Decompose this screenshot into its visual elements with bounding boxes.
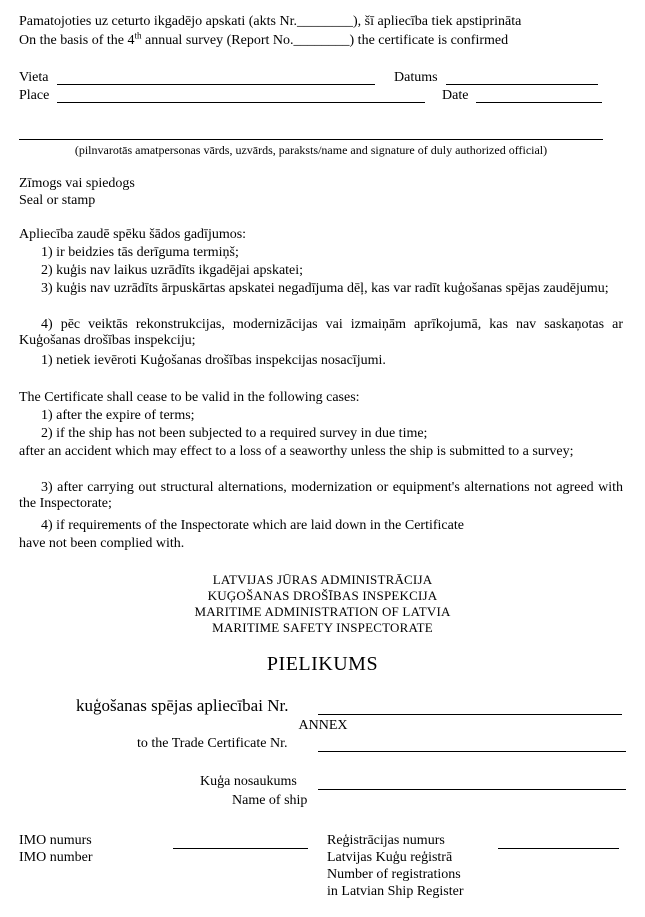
annex-cert-no-en: to the Trade Certificate Nr. bbox=[137, 736, 288, 751]
date-field-line-en[interactable] bbox=[476, 102, 602, 103]
invalid-item-lv: 1) netiek ievēroti Kuģošanas drošības inspekcijas nosacījumi. bbox=[41, 353, 386, 368]
date-label-en: Date bbox=[442, 88, 469, 103]
cert-no-field-line-en[interactable] bbox=[318, 751, 626, 752]
cert-no-field-line[interactable] bbox=[318, 714, 622, 715]
place-field-line-en[interactable] bbox=[57, 102, 425, 103]
invalid-item-en: have not been complied with. bbox=[19, 536, 185, 551]
authority-line: MARITIME SAFETY INSPECTORATE bbox=[212, 620, 433, 635]
ship-name-label-lv: Kuģa nosaukums bbox=[200, 774, 297, 789]
authority-line: LATVIJAS JŪRAS ADMINISTRĀCIJA bbox=[212, 572, 433, 587]
invalid-heading-lv: Apliecība zaudē spēku šādos gadījumos: bbox=[19, 227, 247, 242]
annex-title-lv: PIELIKUMS bbox=[266, 653, 379, 675]
invalid-item-en: 1) after the expire of terms; bbox=[41, 408, 195, 423]
place-field-line[interactable] bbox=[57, 84, 375, 85]
invalid-item-lv: 4) pēc veiktās rekonstrukcijas, modernizācijas vai izmaiņām aprīkojumā, kas nav saskaņotas ar Kuģošanas drošības inspekciju; bbox=[19, 317, 623, 348]
imo-label-lv: IMO numurs bbox=[19, 833, 92, 848]
seal-label-lv: Zīmogs vai spiedogs bbox=[19, 176, 135, 191]
date-field-line[interactable] bbox=[446, 84, 598, 85]
reg-label-en: Number of registrations bbox=[327, 867, 461, 882]
place-label-lv: Vieta bbox=[19, 70, 49, 85]
date-label-lv: Datums bbox=[394, 70, 438, 85]
authority-line: KUĢOŠANAS DROŠĪBAS INSPEKCIJA bbox=[207, 588, 438, 603]
reg-label-en-2: in Latvian Ship Register bbox=[327, 884, 464, 899]
annex-title-en: ANNEX bbox=[298, 718, 348, 733]
renewal-text-lv: Pamatojoties uz ceturto ikgadējo apskati (akts Nr.________), šī apliecība tiek apstiprināta bbox=[19, 14, 522, 29]
invalid-item-en: 4) if requirements of the Inspectorate which are laid down in the Certificate bbox=[41, 518, 464, 533]
imo-label-en: IMO number bbox=[19, 850, 93, 865]
renewal-text-en: On the basis of the 4th annual survey (Report No.________) the certificate is confirmed bbox=[19, 30, 509, 48]
invalid-item-en: after an accident which may effect to a loss of a seaworthy unless the ship is submitted to a survey; bbox=[19, 444, 574, 459]
reg-label-lv-2: Latvijas Kuģu reģistrā bbox=[327, 850, 453, 865]
annex-cert-no-lv: kuģošanas spējas apliecībai Nr. bbox=[76, 696, 289, 715]
reg-field-line[interactable] bbox=[498, 848, 619, 849]
invalid-item-en: 3) after carrying out structural alternations, modernization or equipment's alternations not agreed with the Inspectorate; bbox=[19, 480, 623, 511]
invalid-item-lv: 3) kuģis nav uzrādīts ārpuskārtas apskatei negadījuma dēļ, kas var radīt kuģošanas spējas zaudējumu; bbox=[41, 281, 609, 296]
authority-line: MARITIME ADMINISTRATION OF LATVIA bbox=[194, 604, 451, 619]
seal-label-en: Seal or stamp bbox=[19, 193, 96, 208]
invalid-item-en: 2) if the ship has not been subjected to a required survey in due time; bbox=[41, 426, 428, 441]
invalid-heading-en: The Certificate shall cease to be valid in the following cases: bbox=[19, 390, 360, 405]
invalid-item-lv: 2) kuģis nav laikus uzrādīts ikgadējai apskatei; bbox=[41, 263, 304, 278]
ship-name-label-en: Name of ship bbox=[232, 793, 308, 808]
official-caption: (pilnvarotās amatpersonas vārds, uzvārds, paraksts/name and signature of duly authorized official) bbox=[74, 143, 548, 157]
ship-name-field-line[interactable] bbox=[318, 789, 626, 790]
invalid-item-lv: 1) ir beidzies tās derīguma termiņš; bbox=[41, 245, 239, 260]
place-label-en: Place bbox=[19, 88, 50, 103]
imo-field-line[interactable] bbox=[173, 848, 308, 849]
reg-label-lv: Reģistrācijas numurs bbox=[327, 833, 445, 848]
signature-line[interactable] bbox=[19, 139, 603, 140]
